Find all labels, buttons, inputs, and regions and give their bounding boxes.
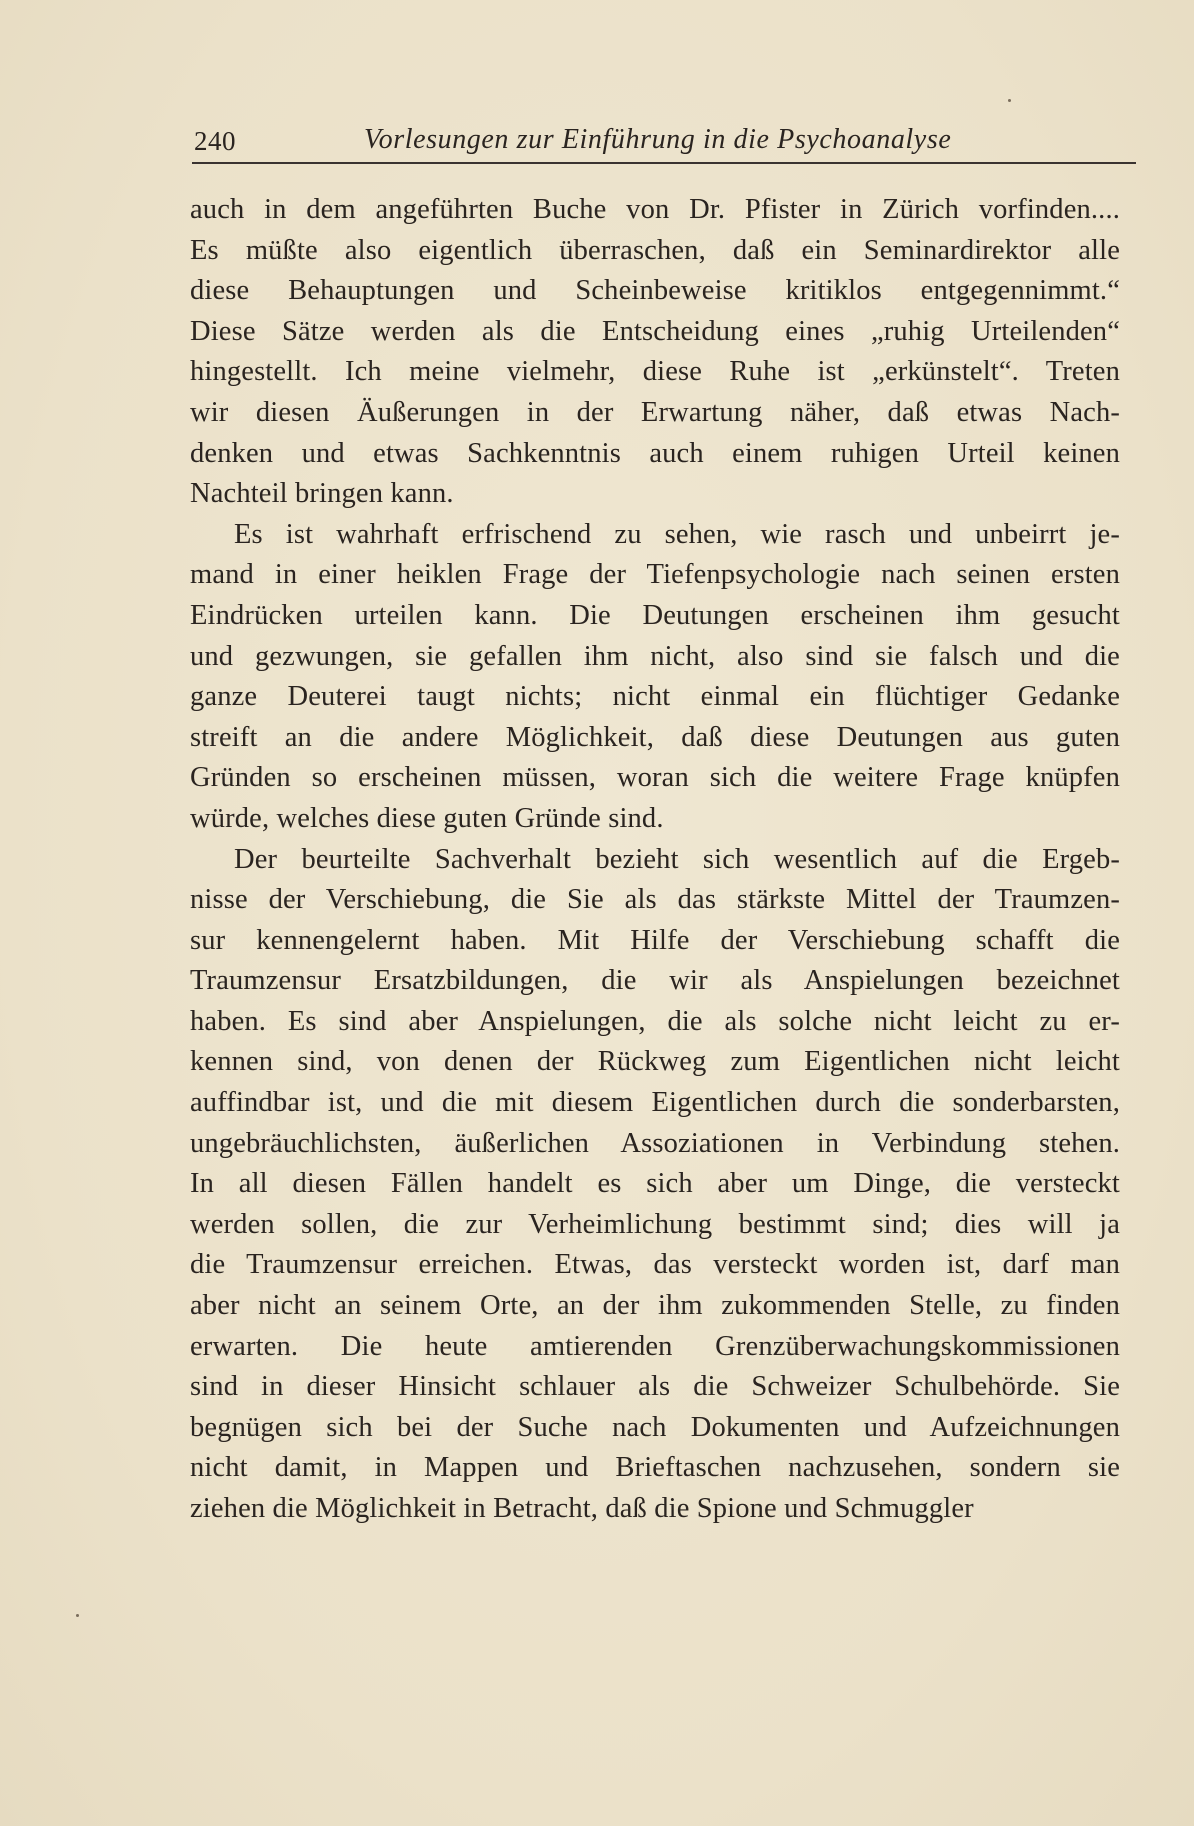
text-line: werden sollen, die zur Verheimlichung bestimmt sind; dies will ja (190, 1208, 1120, 1240)
text-line: kennen sind, von denen der Rückweg zum Eigentlichen nicht leicht (190, 1046, 1120, 1078)
text-line: erwarten. Die heute amtierenden Grenzüberwachungskommissionen (190, 1330, 1120, 1362)
text-line: Nachteil bringen kann. (190, 478, 454, 510)
text-line: wir diesen Äußerungen in der Erwartung näher, daß etwas Nach- (190, 396, 1120, 428)
text-line: Es ist wahrhaft erfrischend zu sehen, wie rasch und unbeirrt je- (234, 518, 1120, 550)
body-text (190, 190, 1120, 1530)
paragraph (190, 840, 1120, 1530)
text-line: denken und etwas Sachkenntnis auch einem ruhigen Urteil keinen (190, 437, 1120, 469)
text-line: die Traumzensur erreichen. Etwas, das versteckt worden ist, darf man (190, 1249, 1120, 1281)
page-number: 240 (194, 126, 236, 156)
text-line: sind in dieser Hinsicht schlauer als die Schweizer Schulbehörde. Sie (190, 1371, 1120, 1403)
text-line: auch in dem angeführten Buche von Dr. Pfister in Zürich vorfinden.... (190, 194, 1120, 225)
text-line: diese Behauptungen und Scheinbeweise kritiklos entgegennimmt.“ (190, 275, 1120, 307)
paragraph (190, 190, 1120, 515)
text-line: ungebräuchlichsten, äußerlichen Assoziationen in Verbindung stehen. (190, 1127, 1120, 1159)
text-line: und gezwungen, sie gefallen ihm nicht, also sind sie falsch und die (190, 640, 1120, 672)
text-line: haben. Es sind aber Anspielungen, die als solche nicht leicht zu er- (190, 1005, 1120, 1037)
text-line: Eindrücken urteilen kann. Die Deutungen erscheinen ihm gesucht (190, 599, 1120, 631)
text-line: Gründen so erscheinen müssen, woran sich die weitere Frage knüpfen (190, 762, 1120, 794)
text-line: hingestellt. Ich meine vielmehr, diese Ruhe ist „erkünstelt“. Treten (190, 356, 1120, 388)
text-line: Traumzensur Ersatzbildungen, die wir als Anspielungen bezeichnet (190, 965, 1120, 997)
text-line: sur kennengelernt haben. Mit Hilfe der Verschiebung schafft die (190, 924, 1120, 956)
text-line: nisse der Verschiebung, die Sie als das stärkste Mittel der Traumzen- (190, 884, 1120, 916)
text-line: begnügen sich bei der Suche nach Dokumenten und Aufzeichnungen (190, 1411, 1120, 1443)
text-line: In all diesen Fällen handelt es sich aber um Dinge, die versteckt (190, 1168, 1120, 1200)
running-title: Vorlesungen zur Einführung in die Psychoanalyse (364, 124, 952, 155)
page-header (192, 122, 1136, 164)
paper-speck (76, 1614, 79, 1617)
paper-speck (1008, 99, 1011, 102)
text-line: Es müßte also eigentlich überraschen, daß ein Seminardirektor alle (190, 234, 1120, 266)
text-line: ziehen die Möglichkeit in Betracht, daß die Spione und Schmuggler (190, 1493, 974, 1524)
text-line: würde, welches diese guten Gründe sind. (190, 802, 664, 834)
text-line: aber nicht an seinem Orte, an der ihm zukommenden Stelle, zu finden (190, 1290, 1120, 1322)
text-line: streift an die andere Möglichkeit, daß diese Deutungen aus guten (190, 721, 1120, 753)
text-line: Diese Sätze werden als die Entscheidung eines „ruhig Urteilenden“ (190, 315, 1120, 347)
text-line: ganze Deuterei taugt nichts; nicht einmal ein flüchtiger Gedanke (190, 681, 1120, 713)
text-line: mand in einer heiklen Frage der Tiefenpsychologie nach seinen ersten (190, 559, 1120, 591)
text-line: Der beurteilte Sachverhalt bezieht sich wesentlich auf die Ergeb- (234, 843, 1120, 875)
text-line: nicht damit, in Mappen und Brieftaschen nachzusehen, sondern sie (190, 1452, 1120, 1484)
text-line: auffindbar ist, und die mit diesem Eigentlichen durch die sonderbarsten, (190, 1087, 1120, 1119)
paragraph (190, 515, 1120, 840)
